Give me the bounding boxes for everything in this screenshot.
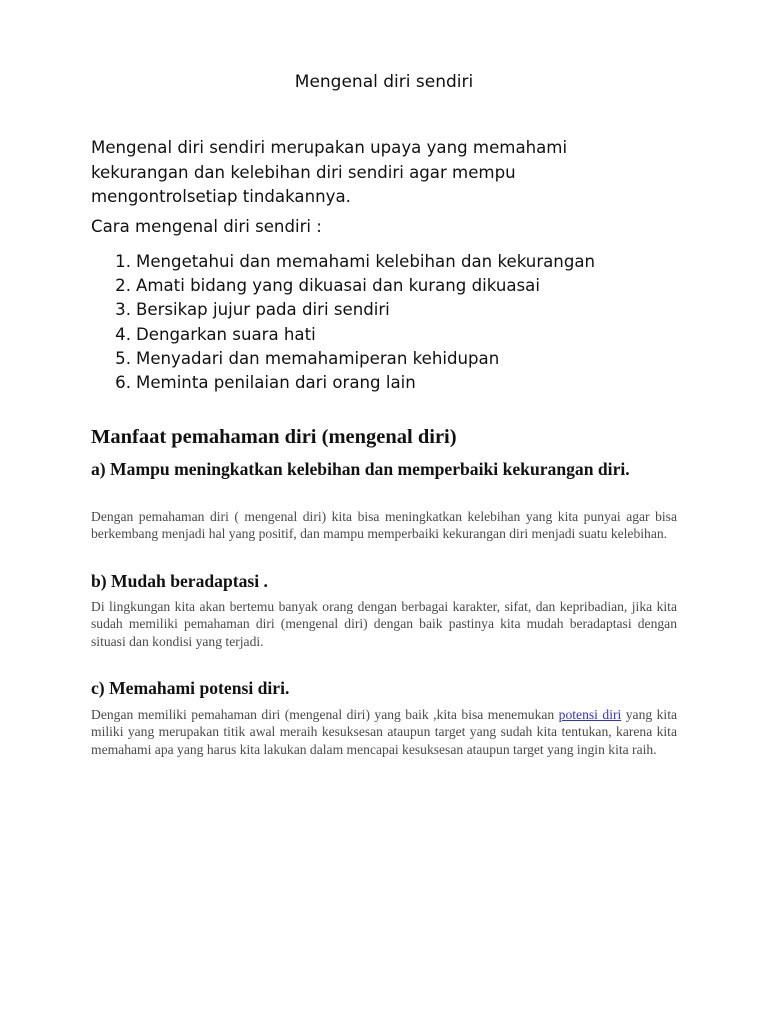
section-heading-b: b) Mudah beradaptasi . (91, 571, 268, 591)
list-item-text: Bersikap jujur pada diri sendiri (136, 300, 390, 320)
list-item-text: Dengarkan suara hati (136, 324, 316, 344)
list-item-text: Amati bidang yang dikuasai dan kurang dikuasai (136, 276, 540, 296)
list-item-number: 5. (115, 348, 131, 368)
list-item (91, 371, 691, 395)
list-item (91, 347, 691, 371)
list-item-text: Mengetahui dan memahami kelebihan dan kekurangan (136, 252, 596, 271)
section-text-c (91, 706, 677, 758)
list-item-number: 2. (115, 276, 131, 296)
list-item-number: 6. (115, 373, 131, 393)
section-heading-c: c) Memahami potensi diri. (91, 678, 290, 698)
intro-paragraph: Mengenal diri sendiri merupakan upaya yang memahami kekurangan dan kelebihan diri sendiri agar mempu mengontrolsetiap tindakannya. (91, 138, 568, 206)
list-item (91, 323, 691, 347)
list-item-text: Meminta penilaian dari orang lain (136, 373, 416, 393)
manfaat-heading: Manfaat pemahaman diri (mengenal diri) (91, 426, 457, 448)
list-item (91, 250, 691, 274)
list-item-number: 1. (115, 252, 131, 271)
document-title: Mengenal diri sendiri (294, 72, 474, 92)
section-text-c-end: yang kita miliki yang merupakan titik awal meraih kesuksesan ataupun target yang sudah kita tentukan, karena kita memahami apa yang harus kita lakukan dalam mencapai kesuksesan ataupun target yang ingin kita raih. (91, 707, 678, 757)
section-text-b: Di lingkungan kita akan bertemu banyak orang dengan berbagai karakter, sifat, dan kepribadian, jika kita sudah memiliki pemahaman diri (mengenal diri) dengan baik pastinya kita mudah beradaptasi dengan situasi dan kondisi yang terjadi. (91, 599, 677, 649)
potensi-diri-link[interactable]: potensi diri (558, 707, 622, 722)
section-text-a: Dengan pemahaman diri ( mengenal diri) kita bisa meningkatkan kelebihan yang kita punyai agar bisa berkembang menjadi hal yang positif, dan mampu memperbaiki kekurangan diri menjadi suatu kelebihan. (91, 509, 677, 542)
list-item (91, 274, 691, 298)
list-item-number: 3. (115, 300, 131, 320)
steps-label: Cara mengenal diri sendiri : (91, 217, 322, 236)
section-heading-a: a) Mampu meningkatkan kelebihan dan memperbaiki kekurangan diri. (91, 459, 630, 479)
steps-list (91, 250, 691, 395)
section-text-c-start: Dengan memiliki pemahaman diri (mengenal diri) yang baik ,kita bisa menemukan (91, 707, 559, 722)
list-item-number: 4. (115, 324, 131, 344)
list-item-text: Menyadari dan memahamiperan kehidupan (136, 348, 500, 368)
list-item (91, 298, 691, 322)
